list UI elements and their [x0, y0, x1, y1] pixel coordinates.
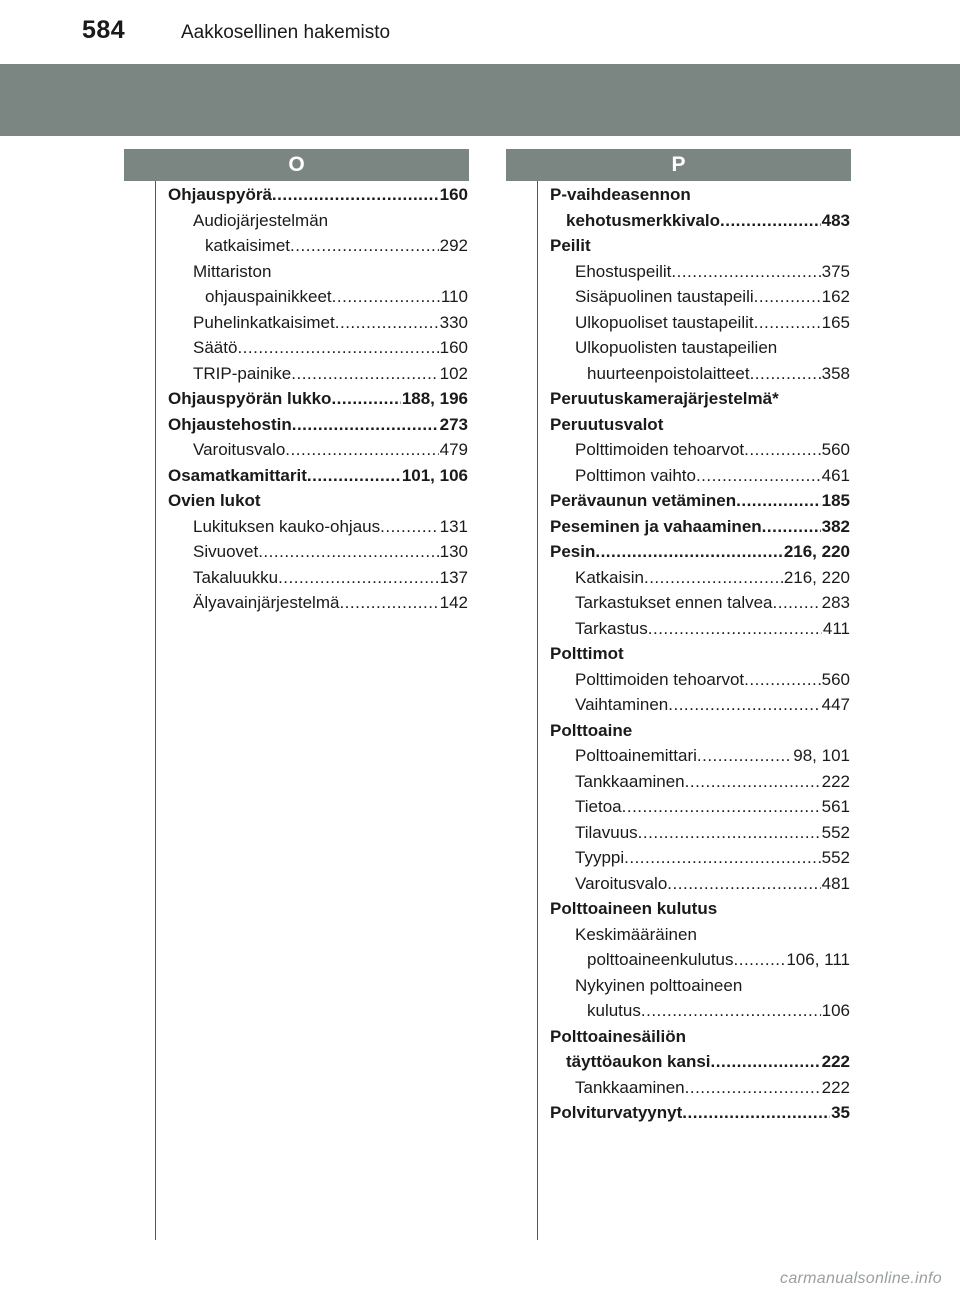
leader-dots [641, 998, 821, 1024]
index-entry-text: Varoitusvalo [193, 440, 286, 459]
index-entry [168, 386, 468, 412]
leader-dots [720, 208, 821, 234]
index-entry-text: Polttoaine [550, 720, 633, 740]
index-entry [550, 794, 850, 820]
index-entry [168, 463, 468, 489]
index-entry-text: Pesin [550, 542, 596, 561]
index-entry-page[interactable]: 292 [439, 236, 468, 255]
index-entry-page[interactable]: 552 [821, 822, 850, 842]
index-entry-text: Ehostuspeilit [575, 261, 672, 281]
leader-dots [667, 871, 820, 897]
index-entry [168, 208, 468, 234]
index-entry-text: Polttimoiden tehoarvot [575, 669, 745, 689]
watermark: carmanualsonline.info [780, 1270, 942, 1287]
index-entry-page[interactable]: 142 [439, 593, 468, 612]
index-entry-text: Ohjauspyörä [168, 185, 272, 204]
leader-dots [671, 259, 820, 285]
leader-dots [638, 820, 821, 846]
index-entry [550, 233, 850, 259]
index-entry-page[interactable]: 560 [821, 669, 850, 689]
index-entry-text: Ohjaustehostin [168, 414, 292, 434]
index-entry [550, 743, 850, 769]
index-entry-text: huurteenpoistolaitteet [587, 363, 750, 383]
index-entry-page[interactable]: 461 [821, 465, 850, 485]
index-entry-text: täyttöaukon kansi [566, 1052, 711, 1071]
index-entry-text: P-vaihdeasennon [550, 185, 691, 204]
index-entry [550, 361, 850, 387]
index-entry [550, 769, 850, 795]
index-entry-text: Ulkopuolisten taustapeilien [575, 338, 778, 357]
leader-dots [744, 667, 820, 693]
leader-dots [380, 514, 439, 540]
index-entry [168, 361, 468, 387]
index-entry-page[interactable]: 131 [439, 516, 468, 536]
leader-dots [332, 284, 440, 310]
index-entry-page[interactable]: 375 [821, 261, 850, 281]
index-entry [550, 488, 850, 514]
index-entry-page[interactable]: 110 [440, 287, 468, 306]
page-number: 584 [82, 16, 126, 44]
index-entry [550, 208, 850, 234]
index-entry-page[interactable]: 101, 106 [401, 465, 468, 485]
column-divider-right [537, 181, 538, 1240]
index-entry-text: Tyyppi [575, 848, 625, 867]
index-entry [550, 437, 850, 463]
leader-dots [595, 539, 782, 565]
leader-dots [237, 335, 438, 361]
index-entry [550, 1024, 850, 1050]
index-entry-text: Peruutusvalot [550, 414, 664, 434]
leader-dots [696, 463, 821, 489]
leader-dots [307, 463, 401, 489]
index-entry-page[interactable]: 35 [831, 1103, 850, 1122]
index-entry-text: Älyavainjärjestelmä [193, 593, 340, 612]
index-entry-page[interactable]: 216, 220 [783, 542, 850, 561]
page-header-title: Aakkosellinen hakemisto [181, 22, 391, 43]
leader-dots [331, 386, 400, 412]
index-entry [550, 718, 850, 744]
leader-dots [685, 1075, 821, 1101]
leader-dots [335, 310, 439, 336]
leader-dots [285, 437, 438, 463]
index-entry-page[interactable]: 561 [821, 797, 850, 816]
leader-dots [773, 590, 821, 616]
index-entry-page[interactable]: 106 [821, 1001, 850, 1020]
index-entry-page[interactable]: 165 [821, 312, 850, 332]
index-entry-page[interactable]: 102 [439, 363, 468, 383]
index-entry-page[interactable]: 98, 101 [793, 746, 850, 765]
index-entry-page[interactable]: 479 [439, 440, 468, 459]
index-column-o [168, 182, 468, 616]
index-entry-page[interactable]: 560 [821, 440, 850, 459]
index-entry-text: Ohjauspyörän lukko [168, 389, 332, 408]
index-entry-page[interactable]: 330 [439, 312, 468, 332]
index-entry-page[interactable]: 162 [821, 287, 850, 306]
index-entry-text: Ulkopuoliset taustapeilit [575, 312, 754, 332]
index-entry [168, 259, 468, 285]
leader-dots [711, 1049, 821, 1075]
index-entry-page[interactable]: 481 [821, 873, 850, 893]
index-entry [550, 871, 850, 897]
index-entry [550, 922, 850, 948]
index-entry-text: Säätö [193, 338, 238, 357]
leader-dots [258, 539, 438, 565]
index-entry [168, 514, 468, 540]
index-entry [168, 233, 468, 259]
section-header-p: P [506, 149, 851, 181]
index-entry-text: kulutus [587, 1001, 641, 1020]
index-entry-text: Tarkastukset ennen talvea [575, 593, 773, 612]
index-entry-text: Polttimon vaihto [575, 465, 696, 485]
index-entry-text: Tilavuus [575, 822, 638, 842]
index-entry [550, 259, 850, 285]
index-entry-page[interactable]: 382 [821, 516, 850, 536]
index-entry [550, 1100, 850, 1126]
index-entry-text: Polviturvatyynyt [550, 1103, 683, 1122]
index-entry-page[interactable]: 216, 220 [783, 567, 850, 587]
index-entry [168, 565, 468, 591]
index-entry-text: Puhelinkatkaisimet [193, 312, 335, 332]
index-entry-text: Mittariston [193, 261, 272, 281]
index-entry-text: Ovien lukot [168, 491, 261, 510]
index-entry-text: Perävaunun vetäminen [550, 491, 737, 510]
column-divider-left [155, 181, 156, 1240]
leader-dots [339, 590, 438, 616]
index-entry-page[interactable]: 106, 111 [786, 950, 850, 969]
index-entry [168, 539, 468, 565]
index-entry [550, 539, 850, 565]
leader-dots [754, 310, 821, 336]
index-entry [550, 947, 850, 973]
index-entry-page[interactable]: 283 [821, 593, 850, 612]
leader-dots [622, 794, 821, 820]
index-entry-text: Audiojärjestelmän [193, 210, 329, 230]
leader-dots [272, 182, 439, 208]
index-entry-text: Polttoainemittari [575, 746, 697, 765]
index-entry-page[interactable]: 222 [821, 1052, 850, 1071]
leader-dots [762, 514, 821, 540]
index-entry [550, 973, 850, 999]
index-entry [550, 386, 850, 412]
leader-dots [668, 692, 820, 718]
index-entry-text: Varoitusvalo [575, 873, 668, 893]
leader-dots [736, 488, 821, 514]
index-entry [168, 590, 468, 616]
index-entry-text: Peseminen ja vahaaminen [550, 516, 762, 536]
index-entry-page[interactable]: 358 [821, 363, 850, 383]
leader-dots [648, 616, 822, 642]
leader-dots [697, 743, 792, 769]
index-entry-page[interactable]: 552 [821, 848, 850, 867]
leader-dots [292, 412, 439, 438]
index-entry-text: Polttoainesäiliön [550, 1026, 687, 1046]
index-entry-page[interactable]: 188, 196 [401, 389, 468, 408]
leader-dots [754, 284, 821, 310]
index-entry-text: Polttimoiden tehoarvot [575, 440, 745, 459]
index-entry-text: Nykyinen polttoaineen [575, 975, 743, 995]
index-entry [550, 1049, 850, 1075]
index-entry [550, 616, 850, 642]
index-entry [550, 590, 850, 616]
index-entry-text: Keskimääräinen [575, 924, 697, 944]
index-entry-text: Tankkaaminen [575, 1077, 685, 1097]
index-entry-page[interactable]: 160 [439, 185, 468, 204]
index-entry-page[interactable]: 130 [439, 542, 468, 561]
index-entry-page[interactable]: 222 [821, 1077, 850, 1097]
index-entry [550, 667, 850, 693]
index-entry-text: katkaisimet [205, 236, 291, 255]
index-entry-text: Peilit [550, 236, 591, 255]
index-entry [550, 998, 850, 1024]
index-entry-page[interactable]: 273 [439, 414, 468, 434]
index-entry [550, 284, 850, 310]
index-entry [550, 1075, 850, 1101]
index-entry-text: Takaluukku [193, 567, 279, 587]
header-banner [0, 64, 960, 136]
index-entry [550, 641, 850, 667]
leader-dots [682, 1100, 830, 1126]
index-entry [168, 310, 468, 336]
leader-dots [278, 565, 439, 591]
leader-dots [644, 565, 783, 591]
index-entry [168, 437, 468, 463]
index-entry-text: ohjauspainikkeet [205, 287, 332, 306]
index-entry-text: polttoaineenkulutus [587, 950, 734, 969]
index-entry-page[interactable]: 447 [821, 695, 850, 714]
index-entry [550, 820, 850, 846]
index-entry-page[interactable]: 222 [821, 771, 850, 791]
index-column-p [550, 182, 850, 1126]
index-entry-page[interactable]: 137 [439, 567, 468, 587]
index-entry [168, 488, 468, 514]
index-entry-text: Polttimot [550, 644, 624, 663]
index-entry-page[interactable]: 483 [821, 210, 850, 230]
index-entry [550, 310, 850, 336]
index-entry [168, 412, 468, 438]
index-entry-text: Peruutuskamerajärjestelmä* [550, 389, 779, 408]
index-entry [550, 335, 850, 361]
index-entry [168, 335, 468, 361]
index-entry-text: kehotusmerkkivalo [566, 210, 721, 230]
index-entry [550, 514, 850, 540]
index-entry [550, 845, 850, 871]
index-entry-text: Polttoaineen kulutus [550, 899, 718, 918]
index-entry-page[interactable]: 160 [439, 338, 468, 357]
leader-dots [685, 769, 821, 795]
leader-dots [624, 845, 820, 871]
index-entry [168, 284, 468, 310]
leader-dots [750, 361, 821, 387]
index-entry [168, 182, 468, 208]
index-entry [550, 182, 850, 208]
index-entry [550, 463, 850, 489]
index-entry-text: Sisäpuolinen taustapeili [575, 287, 754, 306]
index-entry-text: Tietoa [575, 797, 622, 816]
leader-dots [290, 233, 439, 259]
index-entry [550, 896, 850, 922]
index-entry [550, 412, 850, 438]
index-entry-page[interactable]: 411 [822, 618, 850, 638]
index-entry [550, 692, 850, 718]
index-entry-text: Lukituksen kauko-ohjaus [193, 516, 381, 536]
leader-dots [291, 361, 438, 387]
index-entry-text: Tankkaaminen [575, 771, 685, 791]
leader-dots [734, 947, 786, 973]
index-entry-text: Vaihtaminen [575, 695, 669, 714]
index-entry-text: Katkaisin [575, 567, 644, 587]
index-entry-text: Osamatkamittarit [168, 465, 307, 485]
index-entry-text: Tarkastus [575, 618, 648, 638]
index-entry-page[interactable]: 185 [821, 491, 850, 510]
leader-dots [744, 437, 820, 463]
index-entry [550, 565, 850, 591]
index-entry-text: Sivuovet [193, 542, 259, 561]
index-entry-text: TRIP-painike [193, 363, 292, 383]
section-header-o: O [124, 149, 469, 181]
